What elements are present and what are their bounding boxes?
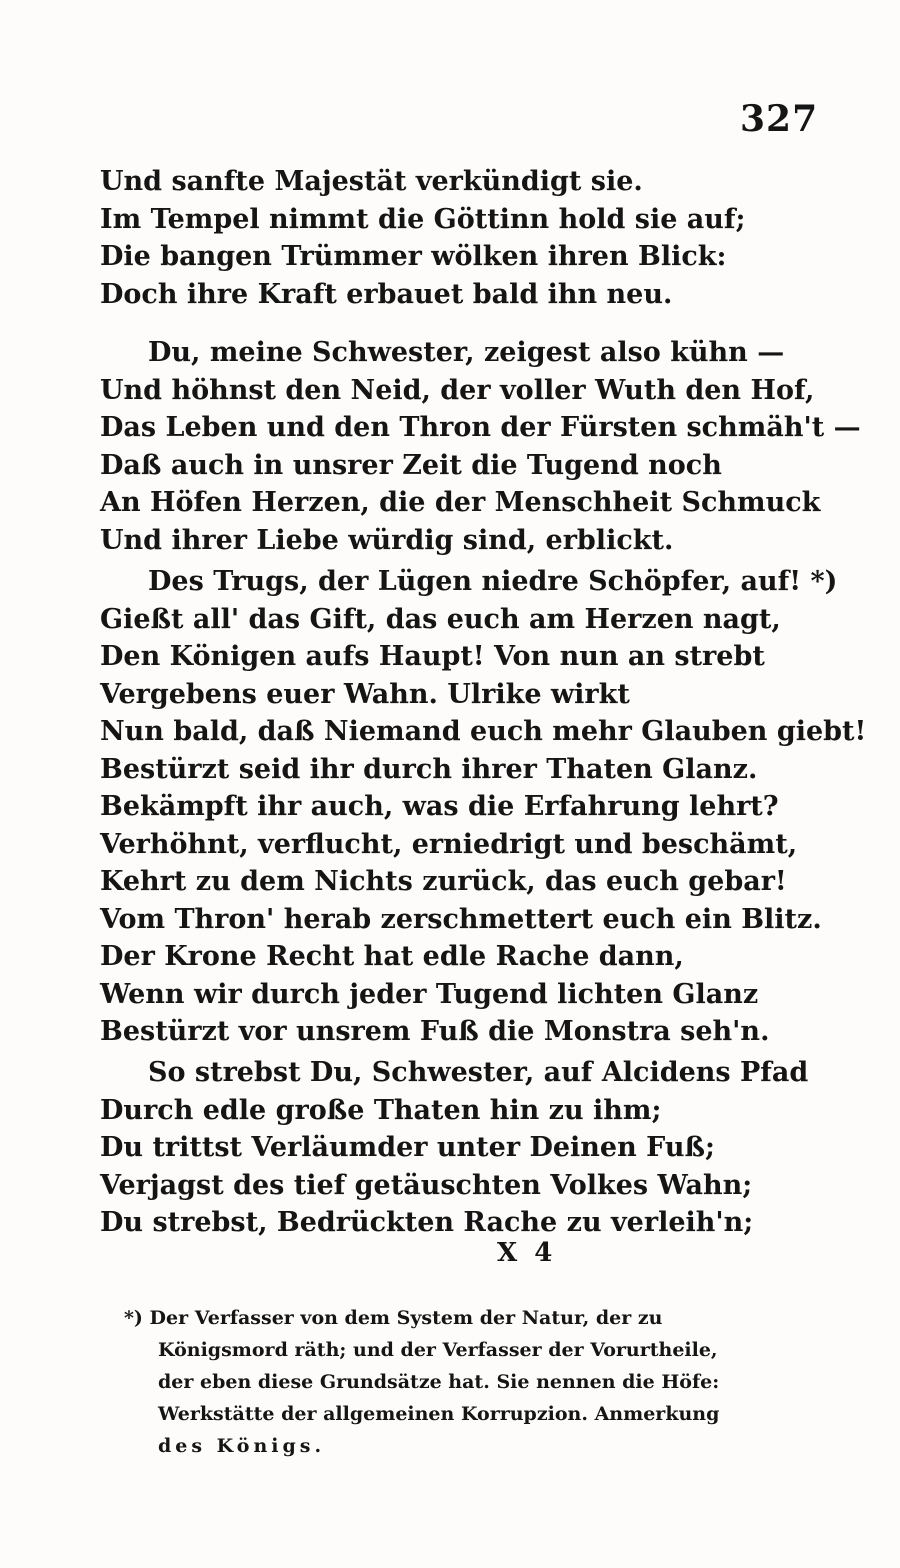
verse-line: Du trittst Verläumder unter Deinen Fuß; — [100, 1132, 715, 1163]
verse-line: Den Königen aufs Haupt! Von nun an strebt — [100, 641, 765, 672]
verse-line: Verhöhnt, verflucht, erniedrigt und beschämt, — [100, 828, 798, 860]
footnote-line: Werkstätte der allgemeinen Korrupzion. Anmerkung — [158, 1403, 720, 1425]
printer-signature-mark: X 4 — [497, 1238, 557, 1268]
page-number: 327 — [740, 98, 819, 140]
verse-line: Vergebens euer Wahn. Ulrike wirkt — [100, 678, 630, 710]
verse-line: Gießt all' das Gift, das euch am Herzen nagt, — [100, 603, 781, 635]
verse-line: Im Tempel nimmt die Göttinn hold sie auf; — [100, 203, 746, 235]
verse-line: So strebst Du, Schwester, auf Alcidens Pfad — [148, 1057, 809, 1088]
verse-line: Der Krone Recht hat edle Rache dann, — [100, 941, 684, 972]
verse-line: Durch edle große Thaten hin zu ihm; — [100, 1094, 662, 1126]
verse-line: An Höfen Herzen, die der Menschheit Schmuck — [100, 487, 821, 518]
verse-line: Doch ihre Kraft erbauet bald ihn neu. — [100, 278, 673, 310]
footnote-line: des Königs. — [158, 1435, 326, 1457]
verse-line: Und höhnst den Neid, der voller Wuth den Hof, — [100, 374, 815, 406]
stanza-1 — [100, 163, 800, 313]
verse-line: Und ihrer Liebe würdig sind, erblickt. — [100, 524, 674, 556]
verse-line: Nun bald, daß Niemand euch mehr Glauben giebt! — [100, 716, 867, 747]
verse-line: Du, meine Schwester, zeigest also kühn — — [148, 337, 785, 368]
verse-line: Bekämpft ihr auch, was die Erfahrung lehrt? — [100, 791, 779, 822]
verse-line: Wenn wir durch jeder Tugend lichten Glanz — [100, 978, 759, 1010]
verse-line: Vom Thron' herab zerschmettert euch ein Blitz. — [100, 903, 822, 935]
stanza-4 — [100, 1054, 809, 1242]
verse-line: Bestürzt vor unsrem Fuß die Monstra seh'n. — [100, 1016, 770, 1047]
verse-line: Das Leben und den Thron der Fürsten schmäh't — — [100, 412, 861, 443]
footnote — [124, 1302, 818, 1462]
verse-line: Kehrt zu dem Nichts zurück, das euch gebar! — [100, 866, 787, 897]
stanza-2 — [100, 334, 861, 559]
verse-line: Die bangen Trümmer wölken ihren Blick: — [100, 241, 727, 272]
verse-line: Und sanfte Majestät verkündigt sie. — [100, 166, 643, 197]
verse-line: Verjagst des tief getäuschten Volkes Wahn; — [100, 1169, 753, 1201]
verse-line: Du strebst, Bedrückten Rache zu verleih'n; — [100, 1207, 754, 1238]
verse-line: Daß auch in unsrer Zeit die Tugend noch — [100, 449, 722, 481]
footnote-line: der eben diese Grundsätze hat. Sie nennen die Höfe: — [158, 1371, 720, 1393]
verse-line: Bestürzt seid ihr durch ihrer Thaten Glanz. — [100, 753, 758, 785]
stanza-3 — [100, 563, 867, 1051]
footnote-line: *) Der Verfasser von dem System der Natur, der zu — [124, 1307, 663, 1329]
verse-line: Des Trugs, der Lügen niedre Schöpfer, auf! *) — [148, 566, 838, 597]
footnote-line: Königsmord räth; und der Verfasser der Vorurtheile, — [158, 1339, 718, 1361]
